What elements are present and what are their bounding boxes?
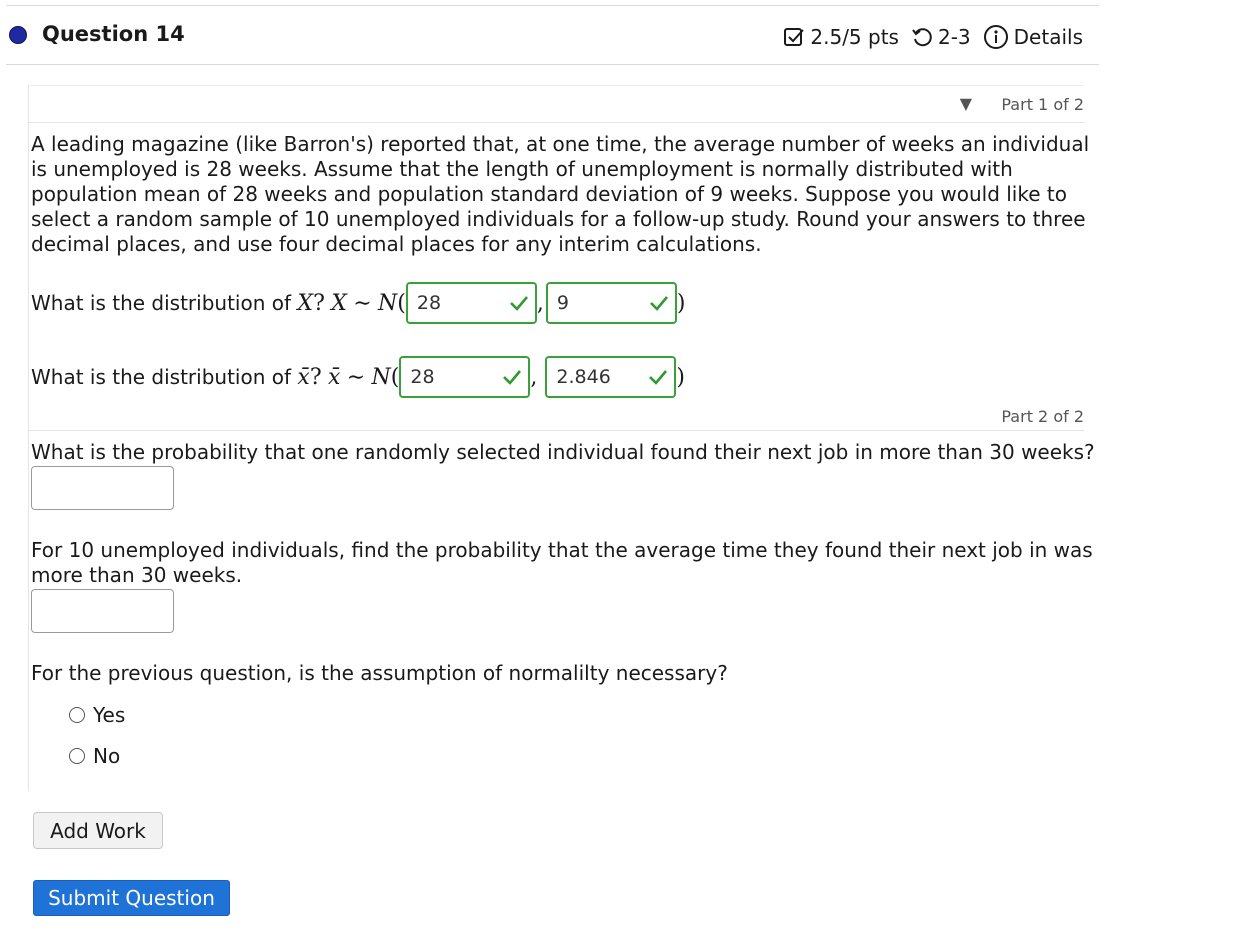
submit-question-button[interactable]: Submit Question [33,880,230,916]
attempts-group [911,25,971,49]
question-meta [783,24,1083,50]
question-status-dot [9,26,27,44]
q2-variable: x̄ [297,364,310,390]
details-label[interactable]: Details [1013,25,1083,49]
q1-question-mark: ? [313,290,325,316]
xbar-sd-answer-input[interactable] [545,356,676,398]
q3-text: What is the probability that one randomly selected individual found their next job in more than 30 weeks? [31,440,1095,464]
x-sd-answer-input[interactable] [546,282,677,324]
q1-close-paren: ) [676,290,686,316]
part-2-label: Part 2 of 2 [1001,407,1084,426]
q2-normal-symbol: N [371,364,391,390]
triangle-down-icon[interactable]: ▼ [959,94,972,113]
info-icon [983,24,1009,50]
q2-close-paren: ) [676,364,685,390]
x-mean-answer-value: 28 [416,292,442,314]
points-group [783,25,899,49]
part-2-header [29,407,1084,431]
attempts-text: 2-3 [937,25,971,49]
add-work-button[interactable]: Add Work [33,812,163,849]
average-probability-input[interactable] [31,589,174,633]
q4-text-line1: For 10 unemployed individuals, find the probability that the average time they found their next job in was [31,538,1093,562]
option-yes-label[interactable]: Yes [93,703,126,727]
xbar-mean-answer-input[interactable] [399,356,530,398]
option-no[interactable] [69,744,120,768]
radio-yes[interactable] [69,707,85,723]
q2-prefix: What is the distribution of [31,365,292,389]
q2-comma: , [530,364,538,390]
q1-dist-variable: X [331,290,347,316]
correct-check-icon [648,369,668,385]
q2-sim-symbol: ∼ [346,364,366,390]
x-mean-answer-input[interactable] [406,282,537,324]
distribution-x-question [31,282,685,324]
part-1-header[interactable] [29,85,1084,123]
checkbox-icon [783,26,805,48]
correct-check-icon [649,295,669,311]
part-1-label: Part 1 of 2 [1001,95,1084,114]
q1-variable: X [297,290,314,316]
question-title: Question 14 [42,22,185,46]
xbar-sd-answer-value: 2.846 [556,366,611,388]
q1-sim-symbol: ∼ [353,290,372,316]
q2-open-paren: ( [390,364,400,390]
q1-comma: , [536,290,544,316]
single-probability-input[interactable] [31,466,174,510]
q1-normal-symbol: N [378,290,398,316]
distribution-xbar-question [31,356,685,398]
question-body [28,85,1095,791]
question-paragraph: A leading magazine (like Barron's) reported that, at one time, the average number of weeks an individual is unemployed is 28 weeks. Assume that the length of unemployment is normally distributed with population mean of 28 weeks and population standard deviation of 9 weeks. Suppose you would like to select a random sample of 10 unemployed individuals for a follow-up study. Round your answers to three decimal places, and use four decimal places for any interim calculations. [31,132,1090,256]
q2-dist-variable: x̄ [327,364,341,390]
q1-open-paren: ( [397,290,406,316]
radio-no[interactable] [69,748,85,764]
correct-check-icon [509,295,529,311]
q2-question-mark: ? [309,364,322,390]
question-header [6,5,1099,65]
points-text: 2.5/5 pts [810,25,899,49]
details-link[interactable] [983,24,1083,50]
q4-text-line2: more than 30 weeks. [31,563,243,587]
q5-text: For the previous question, is the assumption of normalilty necessary? [31,661,728,685]
correct-check-icon [502,369,522,385]
x-sd-answer-value: 9 [556,292,569,314]
retry-icon [911,26,933,48]
q1-prefix: What is the distribution of [31,291,292,315]
option-yes[interactable] [69,703,125,727]
option-no-label[interactable]: No [93,744,121,768]
xbar-mean-answer-value: 28 [410,366,435,388]
